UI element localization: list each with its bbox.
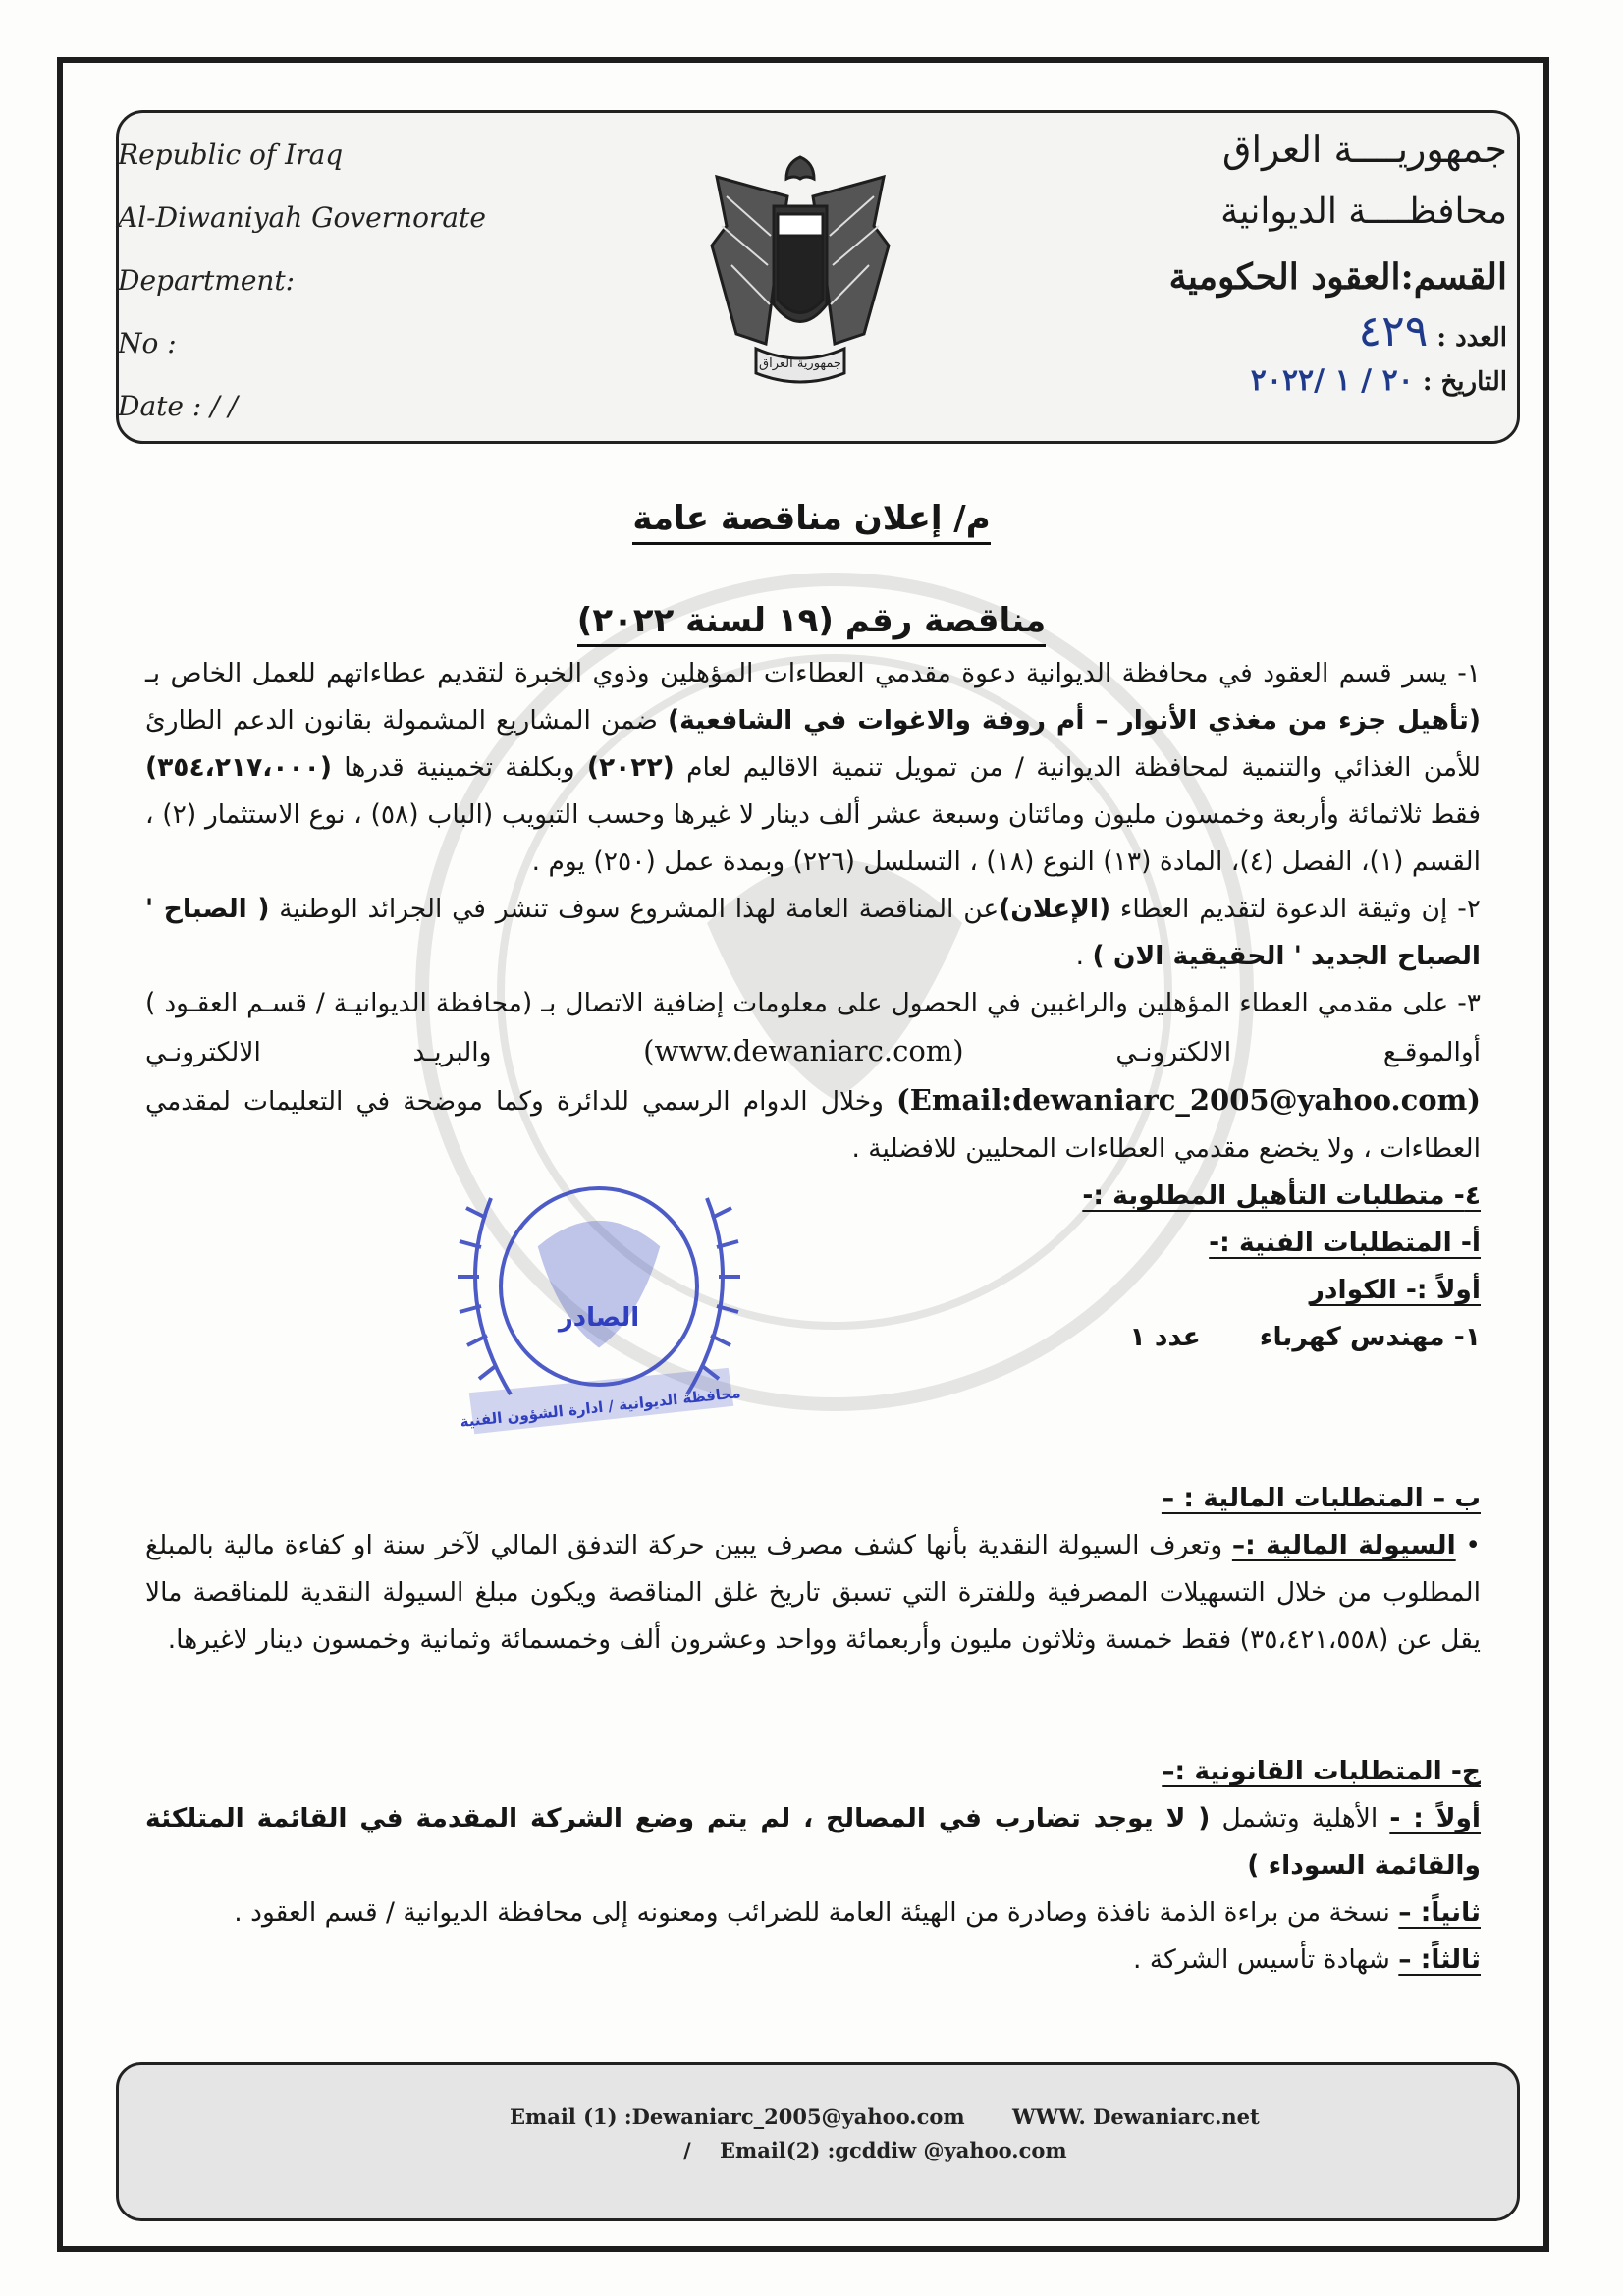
legal-item-3: ثالثاً: – شهادة تأسيس الشركة . bbox=[1133, 1944, 1481, 1975]
section-4-heading: ٤- متطلبات التأهيل المطلوبة :- bbox=[1082, 1180, 1481, 1211]
date-line bbox=[1169, 359, 1507, 404]
legal-section bbox=[145, 1748, 1481, 1984]
funding-year: (٢٠٢٢) bbox=[586, 752, 675, 783]
stamp-banner-text: محافظة الديوانية / ادارة الشؤون الفنية bbox=[459, 1384, 742, 1431]
letterhead-arabic bbox=[1169, 118, 1507, 404]
requirement-label: ١- مهندس كهرباء bbox=[1259, 1322, 1481, 1352]
date-label-ar: التاريخ : bbox=[1422, 367, 1507, 397]
department-label-en: Department: bbox=[118, 264, 296, 297]
country-name-ar: جمهوريــــة العراق bbox=[1222, 128, 1507, 171]
requirement-count: عدد ١ bbox=[1129, 1322, 1201, 1352]
footer-email-1[interactable]: Email (1) :Dewaniarc_2005@yahoo.com bbox=[510, 2105, 965, 2129]
notice-title: م/ إعلان مناقصة عامة bbox=[0, 499, 1623, 538]
bullet-icon: • bbox=[1465, 1530, 1481, 1560]
footer-separator: / bbox=[683, 2138, 691, 2162]
number-line bbox=[1169, 306, 1507, 359]
section-b-heading: ب – المتطلبات المالية : – bbox=[1161, 1483, 1481, 1513]
date-label-en: Date : / / bbox=[118, 390, 238, 422]
tender-number-title: مناقصة رقم (١٩ لسنة ٢٠٢٢) bbox=[0, 601, 1623, 640]
newspapers-list: ( الصباح ' الصباح الجديد ' الحقيقية الان ) bbox=[145, 894, 1481, 971]
stamp-center-text: الصادر bbox=[558, 1303, 640, 1333]
requirement-electrical-engineer bbox=[145, 1314, 1481, 1361]
email-link[interactable]: (Email:dewaniarc_2005@yahoo.com) bbox=[896, 1083, 1481, 1117]
governorate-name-ar: محافظــــة الديوانية bbox=[1220, 191, 1507, 232]
governorate-name-en: Al-Diwaniyah Governorate bbox=[118, 201, 486, 234]
project-name: (تأهيل جزء من مغذي الأنوار – أم روفة والاغوات في الشافعية) bbox=[668, 705, 1481, 736]
website-link[interactable]: (www.dewaniarc.com) bbox=[643, 1034, 964, 1067]
paragraph-1: ١- يسر قسم العقود في محافظة الديوانية دعوة مقدمي العطاءات المؤهلين وذوي الخبرة لتقديم عطاءاتهم للعمل الخاص بـ (تأهيل جزء من مغذي الأنوار – أم روفة والاغوات في الشافعية) ضمن المشاريع المشمولة بقانون الدعم الطارئ للأمن الغذائي والتنمية لمحافظة الديوانية / من تمويل تنمية الاقاليم لعام (٢٠٢٢) وبكلفة تخمينية قدرها (٣٥٤،٢١٧،٠٠٠) فقط ثلاثمائة وأربعة وخمسون مليون ومائتان وسبعة عشر ألف دينار لا غيرها وحسب التبويب (الباب (٥٨) ، نوع الاستثمار (٢) ، القسم (١)، الفصل (٤)، المادة (١٣) النوع (١٨) ، التسلسل (٢٢٦) وبمدة عمل (٢٥٠) يوم . bbox=[145, 658, 1482, 877]
estimated-cost: (٣٥٤،٢١٧،٠٠٠) bbox=[145, 752, 332, 783]
footer-email-2[interactable]: Email(2) :gcddiw @yahoo.com bbox=[720, 2138, 1067, 2162]
notice-body bbox=[145, 650, 1481, 1361]
letterhead-english bbox=[118, 124, 486, 438]
iraq-eagle-emblem bbox=[697, 137, 903, 422]
letterhead-footer bbox=[116, 2062, 1520, 2221]
footer-website[interactable]: WWW. Dewaniarc.net bbox=[1012, 2105, 1260, 2129]
document-date: ٢٠ / ١ /٢٠٢٢ bbox=[1250, 363, 1414, 398]
section-c-heading: ج- المتطلبات القانونية :– bbox=[1162, 1756, 1481, 1786]
paragraph-2: ٢- إن وثيقة الدعوة لتقديم العطاء (الإعلان)عن المناقصة العامة لهذا المشروع سوف تنشر في الجرائد الوطنية ( الصباح ' الصباح الجديد ' الحقيقية الان ) . bbox=[145, 894, 1481, 971]
section-4a1-heading: أولاً :- الكوادر bbox=[1309, 1275, 1481, 1305]
number-label-ar: العدد : bbox=[1436, 323, 1507, 353]
paragraph-3: ٣- على مقدمي العطاء المؤهلين والراغبين في الحصول على معلومات إضافية الاتصال بـ (محافظة الديوانيـة / قسـم العقـود ) أوالموقـع الالكترونـي (www.dewaniarc.com) والبريـد الالكترونـي (Email:dewaniarc_2005@yahoo.com) وخلال الدوام الرسمي للدائرة وكما موضحة في التعليمات لمقدمي العطاءات ، ولا يخضع مقدمي العطاءات المحليين للافضلية . bbox=[145, 988, 1481, 1164]
section-4a-heading: أ- المتطلبات الفنية :- bbox=[1209, 1228, 1481, 1258]
financial-section bbox=[145, 1475, 1481, 1664]
liquidity-paragraph: • السيولة المالية :– وتعرف السيولة النقدية بأنها كشف مصرف يبين حركة التدفق المالي لآخر سنة او كفاءة مالية بالمبلغ المطلوب من خلال التسهيلات المصرفية وللفترة التي تسبق تاريخ غلق المناقصة ويكون مبلغ السيولة النقدية للمناقصة مالا يقل عن (٣٥،٤٢١،٥٥٨) فقط خمسة وثلاثون مليون وأربعمائة وواحد وعشرون ألف وخمسمائة وثمانية وخمسون دينار لاغيرها. bbox=[145, 1530, 1481, 1655]
department-name-ar: القسم:العقود الحكومية bbox=[1168, 256, 1507, 298]
document-number: ٤٢٩ bbox=[1358, 306, 1429, 356]
official-stamp bbox=[432, 1159, 766, 1453]
legal-item-2: ثانياً: – نسخة من براءة الذمة نافذة وصادرة من الهيئة العامة للضرائب ومعنونه إلى محافظة الديوانية / قسم العقود . bbox=[234, 1897, 1481, 1928]
number-label-en: No : bbox=[118, 327, 177, 359]
country-name-en: Republic of Iraq bbox=[118, 138, 344, 171]
legal-item-1: أولاً : - الأهلية وتشمل ( لا يوجد تضارب في المصالح ، لم يتم وضع الشركة المقدمة في القائمة المتلكئة والقائمة السوداء ) bbox=[145, 1803, 1482, 1881]
emblem-banner-text: جمهورية العراق bbox=[759, 356, 841, 371]
